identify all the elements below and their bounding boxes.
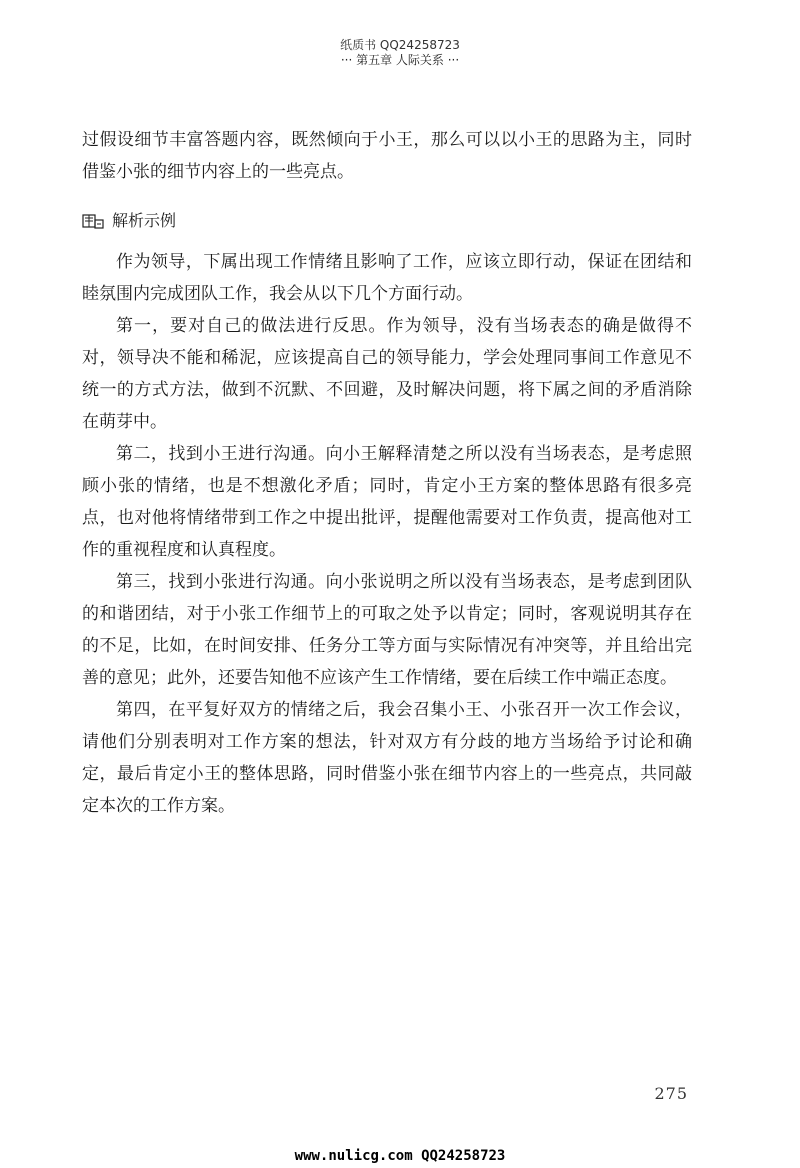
chapter-title: ··· 第五章 人际关系 ··· bbox=[340, 53, 460, 67]
paragraph-intro: 作为领导，下属出现工作情绪且影响了工作，应该立即行动，保证在团结和睦氛围内完成团队工作，我会从以下几个方面行动。 bbox=[82, 252, 692, 304]
paragraph-continued: 过假设细节丰富答题内容，既然倾向于小王，那么可以以小王的思路为主，同时借鉴小张的细节内容上的一些亮点。 bbox=[82, 130, 692, 182]
page-number: 275 bbox=[654, 1084, 688, 1103]
analysis-icon bbox=[82, 212, 104, 230]
page-footer: www.nulicg.com QQ24258723 bbox=[294, 1148, 506, 1164]
section-title: 解析示例 bbox=[112, 211, 177, 230]
paragraph-third: 第三，找到小张进行沟通。向小张说明之所以没有当场表态，是考虑到团队的和谐团结，对于小张工作细节上的可取之处予以肯定；同时，客观说明其存在的不足，比如，在时间安排、任务分工等方面与实际情况有冲突等，并且给出完善的意见；此外，还要告知他不应该产生工作情绪，要在后续工作中端正态度。 bbox=[82, 572, 692, 688]
page-header bbox=[0, 38, 800, 68]
paragraph-fourth: 第四，在平复好双方的情绪之后，我会召集小王、小张召开一次工作会议，请他们分别表明对工作方案的想法，针对双方有分歧的地方当场给予讨论和确定，最后肯定小王的整体思路，同时借鉴小张在细节内容上的一些亮点，共同敲定本次的工作方案。 bbox=[82, 700, 692, 816]
paragraph-second: 第二，找到小王进行沟通。向小王解释清楚之所以没有当场表态，是考虑照顾小张的情绪，也是不想激化矛盾；同时，肯定小王方案的整体思路有很多亮点，也对他将情绪带到工作之中提出批评，提醒他需要对工作负责，提高他对工作的重视程度和认真程度。 bbox=[82, 444, 692, 560]
page-body bbox=[82, 124, 692, 822]
paragraph-first: 第一，要对自己的做法进行反思。作为领导，没有当场表态的确是做得不对，领导决不能和稀泥，应该提高自己的领导能力，学会处理同事间工作意见不统一的方式方法，做到不沉默、不回避，及时解决问题，将下属之间的矛盾消除在萌芽中。 bbox=[82, 316, 692, 432]
section-heading bbox=[82, 206, 692, 236]
header-watermark: 纸质书 QQ24258723 bbox=[340, 38, 460, 52]
